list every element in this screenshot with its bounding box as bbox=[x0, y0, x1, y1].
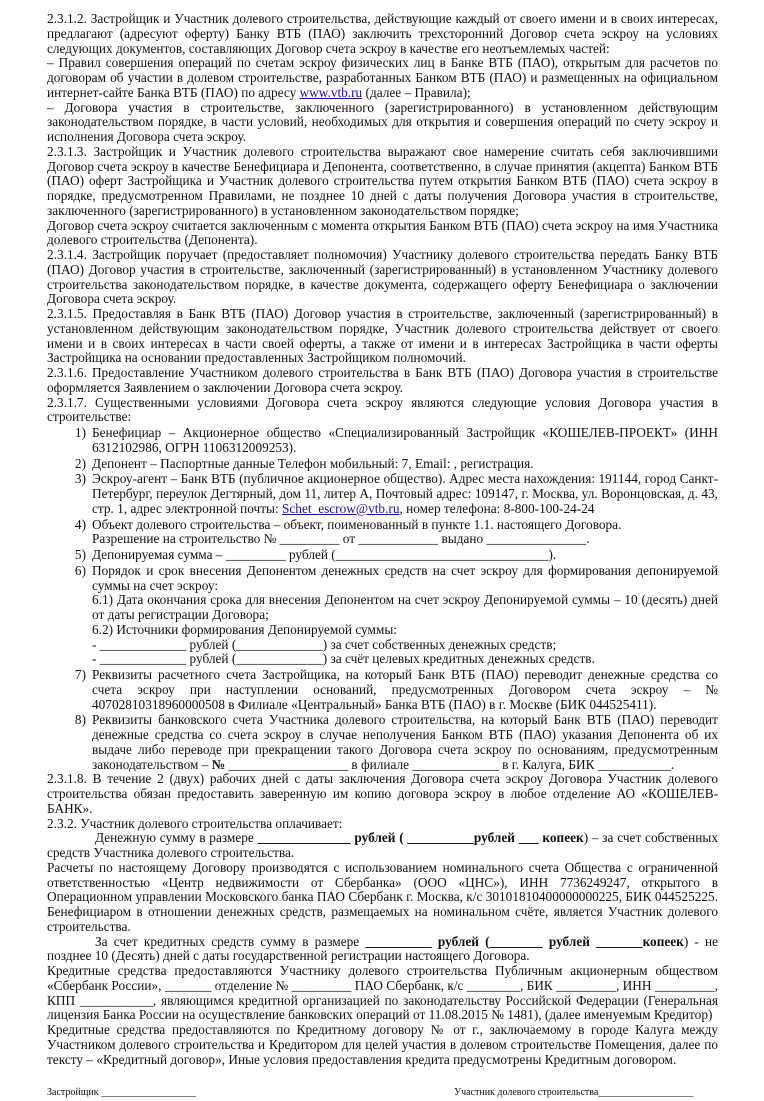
item-body bbox=[92, 713, 718, 772]
subitem-6-1: 6.1) Дата окончания срока для внесения Депонентом на счет эскроу Депонируемой суммы – 10 (десять) дней от даты регистрации Договора; bbox=[92, 592, 718, 622]
payment-tail: ) - не позднее 10 (Десять) дней с даты государственной регистрации настоящего Договора. bbox=[47, 933, 719, 964]
item-text: Эскроу-агент – Банк ВТБ (публичное акционерное общество). Адрес места нахождения: 191144, город Санкт-Петербург, переулок Дегтярный, дом 11, литер А, Почтовый адрес: 109147, г. Москва, ул. Воронцовская, д. 43, стр. 1, адрес электронной почты: bbox=[92, 471, 718, 516]
clause-2-3-1-5: 2.3.1.5. Предоставляя в Банк ВТБ (ПАО) Договор участия в строительстве, заключенный (зарегистрированный) в установленном действующим законодательством порядке, Участник долевого строительства действует от своего имени и в своих интересах в части своей оферты, а также от имени и в интересах Застройщика в части оферты Застройщика на основании предоставленных Застройщиком полномочий. bbox=[47, 306, 718, 366]
source-credit-funds: - _____________ рублей (_____________) за счёт целевых кредитных денежных средств. bbox=[92, 651, 595, 667]
creditor-paragraph: Кредитные средства предоставляются Участнику долевого строительства Публичным акционерным обществом «Сбербанк России», _______ отделение № _________ ПАО Сбербанк, к/с ________, БИК _________, ИНН _________, КПП ___________, являющимся кредитной организацией по законодательству Российской Федерации (Генеральная лицензия Банка России на осуществление банковских операций от 11.08.2015 № 1481), (далее именуемым Кредитор) bbox=[47, 963, 718, 1023]
credit-funds-payment bbox=[47, 935, 718, 965]
signature-row bbox=[47, 1087, 718, 1101]
source-own-funds: - _____________ рублей (_____________) за счет собственных денежных средств; bbox=[92, 636, 557, 652]
clause-2-3-1-8: 2.3.1.8. В течение 2 (двух) рабочих дней с даты заключения Договора счета эскроу Договора Участник долевого строительства обязан предоставить заверенную им копию договора эскроу в любое отделение АО «КОШЕЛЕВ-БАНК». bbox=[47, 771, 718, 816]
item-number: 1) bbox=[74, 425, 86, 440]
item-text: Порядок и срок внесения Депонентом денежных средств на счет эскроу для формирования депонируемой суммы на счет эскроу: bbox=[92, 562, 718, 593]
clause-2-3-1-3: 2.3.1.3. Застройщик и Участник долевого строительства выражают свое намерение считать себя заключившими Договор счета эскроу в качестве Бенефициара и Депонента, соответственно, в случае принятия (акцепта) Банком ВТБ (ПАО) оферт Застройщика и Участник долевого строительства путем открытия Банком ВТБ (ПАО) счета эскроу в порядке, предусмотренном Правилами, не позднее 10 дней с даты получения Договора участия в строительстве, заключенного (зарегистрированного) в установленном законодательством порядке; bbox=[47, 143, 718, 218]
clause-2-3-1-2: 2.3.1.2. Застройщик и Участник долевого строительства, действующие каждый от своего имени и в своих интересах, предлагают (адресуют оферту) Банку ВТБ (ПАО) заключить трехсторонний Договор счета эскроу на условиях следующих документов, составляющих Договор счета эскроу в качестве его неотъемлемых частей: bbox=[47, 11, 718, 56]
rules-text: – Правил совершения операций по счетам эскроу физических лиц в Банке ВТБ (ПАО), открытым для расчетов по договорам об участии в долевом строительстве, разработанных Банком ВТБ (ПАО) и размещенных на официальном интернет-сайте Банка ВТБ (ПАО) по адресу bbox=[47, 55, 718, 100]
clause-2-3-1-4: 2.3.1.4. Застройщик поручает (предоставляет полномочия) Участнику долевого строительства передать Банку ВТБ (ПАО) Договор участия в строительстве, заключенный (зарегистрированный) в установленном Участнику долевого строительства законодательством порядке, в качестве документа, содержащего оферту Бенефициара о заключении Договора счета эскроу. bbox=[47, 247, 718, 307]
item-number: 8) bbox=[74, 712, 86, 728]
item-number: 7) bbox=[74, 667, 86, 682]
credit-agreement-paragraph: Кредитные средства предоставляются по Кредитному договору № от г., заключаемому в городе Калуга между Участником долевого строительства и Кредитором для целей участия в долевом строительстве Помещения, далее по тексту – «Кредитный договор», Иные условия предоставления кредита предусмотрены Кредитным договором. bbox=[47, 1022, 718, 1067]
list-item bbox=[47, 426, 718, 456]
item-text: Бенефициар – Акционерное общество «Специализированный Застройщик «КОШЕЛЕВ-ПРОЕКТ» (ИНН 6312102986, ОГРН 1106312009253). bbox=[92, 425, 718, 455]
list-item bbox=[47, 548, 718, 563]
payment-amount: ______________ рублей ( __________рублей ___ копеек bbox=[257, 830, 584, 846]
item-body bbox=[92, 472, 718, 516]
clause-2-3-1-6: 2.3.1.6. Предоставление Участником долевого строительства в Банк ВТБ (ПАО) Договора участия в строительстве оформляется Заявлением о заключении Договора счета эскроу. bbox=[47, 365, 718, 395]
clause-2-3-2: 2.3.2. Участник долевого строительства оплачивает: bbox=[47, 815, 343, 831]
document-page bbox=[47, 0, 718, 1101]
item-number: 6) bbox=[74, 562, 86, 578]
developer-signature: Застройщик ___________________ bbox=[47, 1087, 197, 1099]
item-text: Реквизиты банковского счета Участника долевого строительства, на который Банк ВТБ (ПАО) переводит денежные средства со счета эскроу в случае неполучения Банком ВТБ (ПАО) указания Депонента об их выдаче либо переводе при прекращении такого Договора счета эскроу по основаниям, предусмотренным законодательством – bbox=[92, 712, 718, 772]
list-item bbox=[47, 564, 718, 594]
item-tail: __________________ в филиале _____________ в г. Калуга, БИК ___________. bbox=[225, 756, 675, 772]
item-number: 5) bbox=[74, 547, 86, 562]
settlement-paragraph: Расчеты по настоящему Договору производятся с использованием номинального счета Общества с ограниченной ответственностью «Центр недвижимости от Сбербанка» (ООО «ЦНС»), ИНН 7736249247, открытого в Операционном управлении Московского банка ПАО Сбербанк г. Москва, к/с 30101810400000000225, БИК 044525225. Бенефициаром в отношении денежных средств, размещаемых на номинальном счёте, является Участник долевого строительства. bbox=[47, 859, 718, 934]
item-number: 4) bbox=[74, 516, 86, 532]
item-text: Объект долевого строительства – объект, поименованный в пункте 1.1. настоящего Договора. bbox=[92, 516, 622, 532]
item-text: Депонент – Паспортные данные Телефон мобильный: 7, Email: , регистрация. bbox=[92, 455, 534, 471]
payment-text: За счет кредитных средств сумму в размере bbox=[95, 933, 366, 949]
item-number: 2) bbox=[74, 455, 86, 471]
vtb-link[interactable]: www.vtb.ru bbox=[299, 84, 363, 100]
own-funds-payment bbox=[47, 831, 718, 861]
subitem-6-2: 6.2) Источники формирования Депонируемой суммы: bbox=[92, 621, 397, 637]
escrow-email-link[interactable]: Schet_escrow@vtb.ru bbox=[282, 500, 400, 516]
item-text: Реквизиты расчетного счета Застройщика, на который Банк ВТБ (ПАО) переводит денежные средства со счета эскроу при наступлении оснований, предусмотренных Договором счета эскроу – № 40702810318960000508 в Филиале «Центральный» Банка ВТБ (ПАО) в г. Москве (БИК 044525411). bbox=[92, 667, 718, 712]
clause-2-3-1-7: 2.3.1.7. Существенными условиями Договора счета эскроу являются следующие условия Договора участия в строительстве: bbox=[47, 394, 718, 425]
list-item bbox=[47, 668, 718, 712]
list-item bbox=[47, 518, 718, 548]
item-body bbox=[92, 518, 718, 548]
payment-text: Денежную сумму в размере bbox=[95, 830, 258, 846]
permit-line: Разрешение на строительство № _________ от ____________ выдано _______________. bbox=[92, 531, 590, 547]
list-item bbox=[47, 457, 718, 472]
payment-tail: ) – за счет собственных средств Участника долевого строительства. bbox=[47, 830, 718, 860]
contract-item: – Договора участия в строительстве, заключенного (зарегистрированного) в установленном действующим законодательством порядке, в части условий, необходимых для открытия и совершения операций по счету эскроу и исполнения Договора счета эскроу. bbox=[47, 99, 718, 144]
list-item bbox=[47, 713, 718, 772]
list-item bbox=[47, 472, 718, 516]
item-number: 3) bbox=[74, 471, 86, 487]
participant-signature: Участник долевого строительства___________________ bbox=[454, 1087, 694, 1099]
item-text: Депонируемая сумма – _________ рублей (________________________________). bbox=[92, 547, 557, 562]
number-sign: № bbox=[211, 756, 226, 772]
item-tail: , номер телефона: 8-800-100-24-24 bbox=[399, 500, 595, 516]
escrow-concluded-paragraph: Договор счета эскроу считается заключенным с момента открытия Банком ВТБ (ПАО) счета эскроу на имя Участника долевого строительства (Депонента). bbox=[47, 217, 718, 248]
rules-tail: (далее – Правила); bbox=[362, 84, 471, 100]
payment-amount: __________ рублей (________ рублей _______копеек bbox=[365, 933, 684, 949]
rules-item bbox=[47, 56, 718, 100]
